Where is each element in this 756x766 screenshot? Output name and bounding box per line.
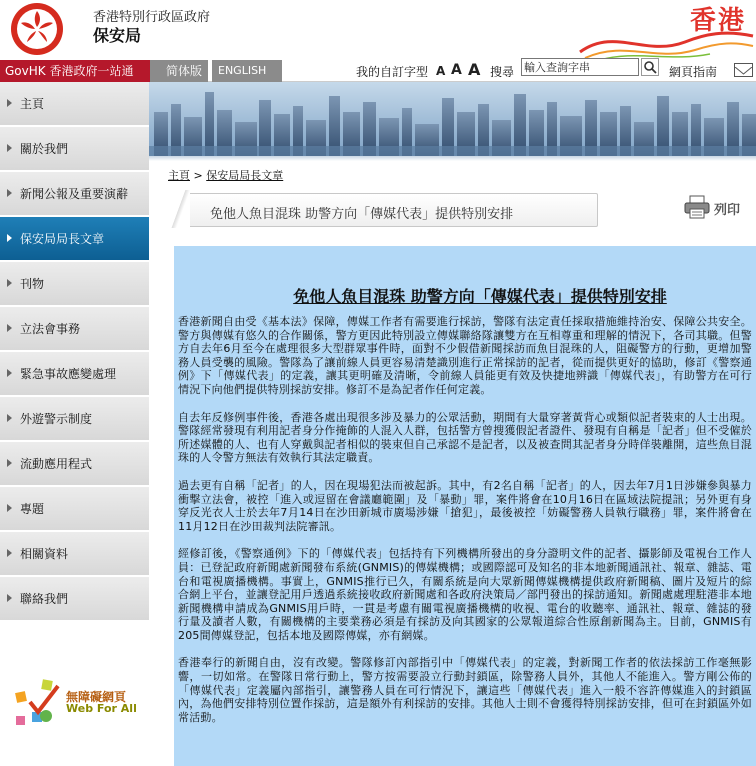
sidebar-item-legco-business[interactable] xyxy=(0,307,149,351)
printer-icon[interactable] xyxy=(684,195,710,219)
arrow-right-icon xyxy=(7,594,12,602)
arrow-right-icon xyxy=(7,189,12,197)
sidebar-item-label: 流動應用程式 xyxy=(20,457,93,471)
brand-hong-kong-logo[interactable]: 香港 xyxy=(689,6,746,36)
arrow-right-icon xyxy=(7,549,12,557)
web-guide-link[interactable]: 網頁指南 xyxy=(669,65,718,79)
sidebar-item-label: 緊急事故應變處理 xyxy=(20,367,117,381)
brand-swirl-icon xyxy=(575,22,755,62)
breadcrumb-separator: > xyxy=(193,169,203,182)
arrow-right-icon xyxy=(7,459,12,467)
search-button[interactable] xyxy=(641,58,659,76)
sidebar-navigation xyxy=(0,82,149,766)
sidebar-item-press-releases[interactable] xyxy=(0,172,149,216)
font-size-small-button[interactable]: A xyxy=(436,64,446,78)
sidebar-item-secretary-articles[interactable] xyxy=(0,217,149,261)
sidebar-item-label: 相關資料 xyxy=(20,547,69,561)
sidebar-item-label: 保安局局長文章 xyxy=(20,232,105,246)
breadcrumb-current-link[interactable]: 保安局局長文章 xyxy=(206,169,284,182)
sidebar-item-label: 專題 xyxy=(20,502,45,516)
sidebar-item-emergency-response[interactable] xyxy=(0,352,149,396)
article-paragraph: 香港奉行的新聞自由，沒有改變。警隊修訂內部指引中「傳媒代表」的定義，對新聞工作者的依法採訪工作毫無影響，一切如常。在警隊日常行動上，警方按需要設立行動封鎖區，除警務人員外，其他人不能進入。警方剛公佈的「傳媒代表」定義屬內部指引，讓警務人員在可行情況下，讓這些「傳媒代表」進入一般不容許傳媒進入的封鎖區內，為他們安排特別位置作採訪，這是額外有利採訪的安排。其他人士則不會獲得特別採訪安排，但可在封鎖區外如常活動。 xyxy=(178,656,752,724)
search-input[interactable] xyxy=(521,58,639,76)
title-bar-decoration xyxy=(170,190,190,228)
english-link[interactable]: ENGLISH xyxy=(212,60,282,82)
arrow-right-icon xyxy=(7,234,12,242)
sidebar-item-label: 主頁 xyxy=(20,97,45,111)
hksar-emblem-icon[interactable] xyxy=(10,2,64,56)
sidebar-item-home[interactable] xyxy=(0,82,149,126)
arrow-right-icon xyxy=(7,279,12,287)
sidebar-item-label: 聯絡我們 xyxy=(20,592,69,606)
arrow-right-icon xyxy=(7,99,12,107)
sidebar-item-label: 新聞公報及重要演辭 xyxy=(20,187,129,201)
article-paragraph: 自去年反修例事件後，香港各處出現很多涉及暴力的公眾活動，期間有大量穿著黃背心或類似記者裝束的人士出現。警隊經常發現有利用記者身分作掩飾的人混入人群，包括警方曾搜獲假記者證件、發現有自稱是「記者」但不受僱於所述媒體的人、也有人穿戴與記者相似的裝束但自己承認不是記者，以及被查問其記者身分時佯裝離開，這些魚目混珠的人令警方無法有效執行其法定職責。 xyxy=(178,410,752,465)
accessibility-subtitle: Web For All xyxy=(66,702,137,715)
accessibility-title: 無障礙網頁 xyxy=(66,690,127,704)
arrow-right-icon xyxy=(7,504,12,512)
breadcrumb-home-link[interactable]: 主頁 xyxy=(168,169,190,182)
my-font-label: 我的自訂字型 xyxy=(356,65,429,79)
sidebar-item-about-us[interactable] xyxy=(0,127,149,171)
sidebar-item-label: 外遊警示制度 xyxy=(20,412,93,426)
article-title: 免他人魚目混珠 助警方向「傳媒代表」提供特別安排 xyxy=(293,287,667,306)
arrow-right-icon xyxy=(7,414,12,422)
mail-icon[interactable] xyxy=(734,63,753,77)
article-paragraph: 香港新聞自由受《基本法》保障，傳媒工作者有需要進行採訪，警隊有法定責任採取措施維持治安、保障公共安全。警方與傳媒有悠久的合作關係，警方更因此特別設立傳媒聯絡隊讓雙方在互相尊重和理解的情況下，各司其職。但警方自去年6月至今在處理很多大型群眾事件時，面對不少假借新聞採訪而魚目混珠的人，阻礙警方的行動，更增加警務人員受襲的風險。警隊為了讓前線人員更容易清楚識別進行正常採訪的記者，從而提供更好的協助，修訂《警察通例》下「傳媒代表」的定義，讓其更明確及清晰，令前線人員能更有效及快捷地辨識「傳媒代表」，有助警方在可行情況下向他們提供特別採訪安排。修訂不是為記者作任何定義。 xyxy=(178,315,752,396)
sidebar-item-label: 刊物 xyxy=(20,277,45,291)
font-size-large-button[interactable]: A xyxy=(468,60,481,79)
arrow-right-icon xyxy=(7,144,12,152)
breadcrumb xyxy=(168,167,283,183)
sidebar-item-contact-us[interactable] xyxy=(0,577,149,621)
article-paragraph: 經修訂後，《警察通例》下的「傳媒代表」包括持有下列機構所發出的身分證明文件的記者、攝影師及電視台工作人員：已登記政府新聞處新聞發布系統(GNMIS)的傳媒機構；或國際認可及知名的非本地新聞通訊社、報章、雜誌、電台和電視廣播機構。事實上，GNMIS推行已久，有關系統是向大眾新聞傳媒機構提供政府新聞稿、圖片及短片的綜合網上平台，並讓登記用戶透過系統接收政府新聞處和各政府決策局／部門發出的採訪通知。新聞處處理駐港非本地新聞機構申請成為GNMIS用戶時，一貫是考慮有關電視廣播機構的收視、電台的收聽率、通訊社、報章、雜誌的發行量及讀者人數，有關機構的主要業務必須是有採訪及向其國家的公眾報道綜合性原創新聞為主。目前，GNMIS有205間傳媒登記，包括本地及國際傳媒，亦有網媒。 xyxy=(178,547,752,642)
site-header xyxy=(0,0,756,62)
arrow-right-icon xyxy=(7,369,12,377)
article-content xyxy=(174,246,756,766)
sidebar-item-related-info[interactable] xyxy=(0,532,149,576)
bureau-name: 保安局 xyxy=(93,26,142,45)
simplified-chinese-link[interactable]: 简体版 xyxy=(150,60,208,82)
arrow-right-icon xyxy=(7,324,12,332)
sidebar-item-outbound-travel-alert[interactable] xyxy=(0,397,149,441)
govhk-link[interactable]: GovHK 香港政府一站通 xyxy=(0,60,150,82)
page-title: 免他人魚目混珠 助警方向「傳媒代表」提供特別安排 xyxy=(210,207,514,222)
sidebar-item-label: 關於我們 xyxy=(20,142,69,156)
sidebar-item-publications[interactable] xyxy=(0,262,149,306)
banner-shadow xyxy=(149,156,756,161)
sidebar-item-topics[interactable] xyxy=(0,487,149,531)
sidebar-item-label: 立法會事務 xyxy=(20,322,81,336)
search-icon xyxy=(642,59,658,75)
sidebar-item-mobile-apps[interactable] xyxy=(0,442,149,486)
search-label: 搜尋 xyxy=(490,65,515,79)
hong-kong-skyline-banner xyxy=(149,82,756,156)
government-name: 香港特別行政區政府 xyxy=(93,10,211,25)
article-paragraph: 過去更有自稱「記者」的人，因在現場犯法而被起訴。其中，有2名自稱「記者」的人，因去年7月1日涉嫌參與暴力衝擊立法會，被控「進入或逗留在會議廳範圍」及「暴動」罪，案件將會在10月16日在區域法院提訊；另外更有身穿反光衣人士於去年7月14日在沙田新城市廣場涉嫌「搶犯」，最後被控「妨礙警務人員執行職務」罪，案件將會在11月12日在沙田裁判法院審訊。 xyxy=(178,478,752,533)
print-link[interactable]: 列印 xyxy=(714,203,741,218)
font-size-medium-button[interactable]: A xyxy=(451,62,462,78)
